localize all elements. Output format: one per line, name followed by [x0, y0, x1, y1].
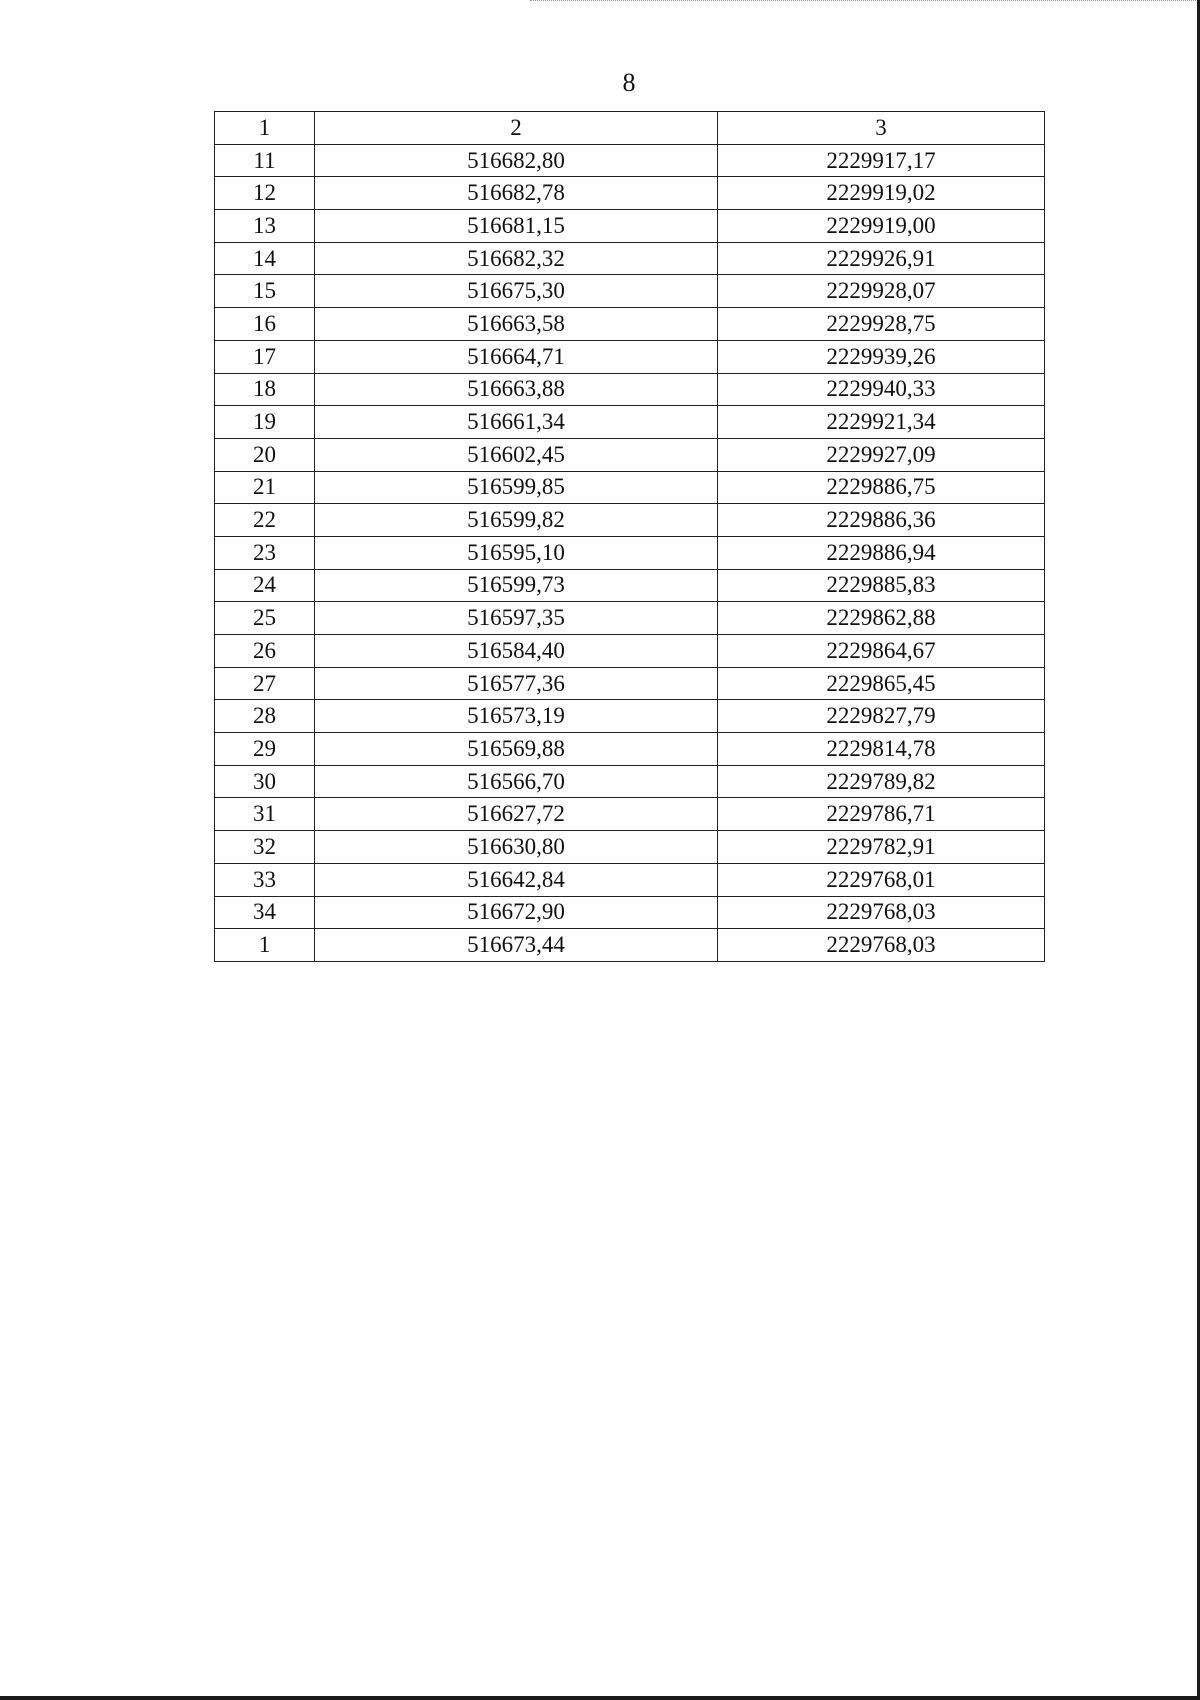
cell-x-coordinate: 516630,80 — [315, 831, 718, 864]
table-row — [215, 602, 1045, 635]
cell-point-number: 15 — [215, 275, 315, 308]
cell-y-coordinate: 2229939,26 — [718, 340, 1045, 373]
cell-point-number: 14 — [215, 242, 315, 275]
cell-point-number: 20 — [215, 438, 315, 471]
cell-point-number: 12 — [215, 177, 315, 210]
cell-y-coordinate: 2229921,34 — [718, 406, 1045, 439]
cell-x-coordinate: 516681,15 — [315, 210, 718, 243]
table-row — [215, 667, 1045, 700]
cell-point-number: 29 — [215, 733, 315, 766]
cell-point-number: 23 — [215, 536, 315, 569]
cell-point-number: 21 — [215, 471, 315, 504]
table-row — [215, 569, 1045, 602]
table-row — [215, 896, 1045, 929]
cell-x-coordinate: 516682,80 — [315, 144, 718, 177]
table-row — [215, 275, 1045, 308]
cell-y-coordinate: 2229919,00 — [718, 210, 1045, 243]
table-row — [215, 765, 1045, 798]
cell-y-coordinate: 2229782,91 — [718, 831, 1045, 864]
cell-x-coordinate: 516661,34 — [315, 406, 718, 439]
cell-x-coordinate: 516597,35 — [315, 602, 718, 635]
cell-y-coordinate: 2229886,94 — [718, 536, 1045, 569]
cell-y-coordinate: 2229768,01 — [718, 863, 1045, 896]
cell-point-number: 32 — [215, 831, 315, 864]
cell-y-coordinate: 2229885,83 — [718, 569, 1045, 602]
table-row — [215, 144, 1045, 177]
header-cell-y: 3 — [718, 112, 1045, 145]
table-row — [215, 635, 1045, 668]
cell-point-number: 33 — [215, 863, 315, 896]
table-row — [215, 210, 1045, 243]
cell-x-coordinate: 516663,58 — [315, 308, 718, 341]
page-number: 8 — [622, 68, 636, 97]
cell-y-coordinate: 2229789,82 — [718, 765, 1045, 798]
table-row — [215, 798, 1045, 831]
table-row — [215, 536, 1045, 569]
cell-x-coordinate: 516682,78 — [315, 177, 718, 210]
cell-point-number: 30 — [215, 765, 315, 798]
table-row — [215, 831, 1045, 864]
cell-point-number: 26 — [215, 635, 315, 668]
table-row — [215, 471, 1045, 504]
cell-point-number: 17 — [215, 340, 315, 373]
cell-point-number: 31 — [215, 798, 315, 831]
cell-y-coordinate: 2229786,71 — [718, 798, 1045, 831]
table-row — [215, 929, 1045, 962]
cell-y-coordinate: 2229865,45 — [718, 667, 1045, 700]
cell-point-number: 16 — [215, 308, 315, 341]
cell-y-coordinate: 2229886,75 — [718, 471, 1045, 504]
cell-x-coordinate: 516663,88 — [315, 373, 718, 406]
header-cell-x: 2 — [315, 112, 718, 145]
table-row — [215, 340, 1045, 373]
cell-x-coordinate: 516627,72 — [315, 798, 718, 831]
cell-y-coordinate: 2229928,07 — [718, 275, 1045, 308]
header-cell-point: 1 — [215, 112, 315, 145]
table-row — [215, 438, 1045, 471]
cell-y-coordinate: 2229814,78 — [718, 733, 1045, 766]
cell-point-number: 1 — [215, 929, 315, 962]
cell-x-coordinate: 516642,84 — [315, 863, 718, 896]
cell-y-coordinate: 2229917,17 — [718, 144, 1045, 177]
cell-point-number: 28 — [215, 700, 315, 733]
coordinates-table-body — [215, 112, 1045, 962]
cell-point-number: 19 — [215, 406, 315, 439]
cell-point-number: 34 — [215, 896, 315, 929]
cell-point-number: 18 — [215, 373, 315, 406]
table-row — [215, 242, 1045, 275]
table-row — [215, 177, 1045, 210]
cell-x-coordinate: 516599,73 — [315, 569, 718, 602]
cell-y-coordinate: 2229862,88 — [718, 602, 1045, 635]
cell-point-number: 24 — [215, 569, 315, 602]
cell-y-coordinate: 2229926,91 — [718, 242, 1045, 275]
cell-y-coordinate: 2229768,03 — [718, 896, 1045, 929]
cell-x-coordinate: 516573,19 — [315, 700, 718, 733]
cell-point-number: 22 — [215, 504, 315, 537]
table-row — [215, 733, 1045, 766]
table-row — [215, 504, 1045, 537]
table-row — [215, 308, 1045, 341]
cell-x-coordinate: 516584,40 — [315, 635, 718, 668]
table-row — [215, 700, 1045, 733]
cell-point-number: 11 — [215, 144, 315, 177]
table-row — [215, 406, 1045, 439]
cell-x-coordinate: 516664,71 — [315, 340, 718, 373]
cell-x-coordinate: 516569,88 — [315, 733, 718, 766]
scan-edge-top — [530, 0, 1200, 1]
cell-point-number: 25 — [215, 602, 315, 635]
cell-x-coordinate: 516599,82 — [315, 504, 718, 537]
cell-y-coordinate: 2229886,36 — [718, 504, 1045, 537]
cell-x-coordinate: 516682,32 — [315, 242, 718, 275]
cell-x-coordinate: 516577,36 — [315, 667, 718, 700]
cell-point-number: 27 — [215, 667, 315, 700]
cell-y-coordinate: 2229927,09 — [718, 438, 1045, 471]
cell-y-coordinate: 2229864,67 — [718, 635, 1045, 668]
coordinates-table — [214, 111, 1045, 962]
cell-y-coordinate: 2229827,79 — [718, 700, 1045, 733]
cell-x-coordinate: 516602,45 — [315, 438, 718, 471]
cell-x-coordinate: 516675,30 — [315, 275, 718, 308]
scan-edge-bottom — [0, 1696, 1200, 1700]
cell-point-number: 13 — [215, 210, 315, 243]
cell-y-coordinate: 2229928,75 — [718, 308, 1045, 341]
cell-x-coordinate: 516599,85 — [315, 471, 718, 504]
table-row — [215, 373, 1045, 406]
cell-y-coordinate: 2229768,03 — [718, 929, 1045, 962]
cell-y-coordinate: 2229940,33 — [718, 373, 1045, 406]
cell-x-coordinate: 516672,90 — [315, 896, 718, 929]
cell-x-coordinate: 516673,44 — [315, 929, 718, 962]
table-header-row — [215, 112, 1045, 145]
cell-y-coordinate: 2229919,02 — [718, 177, 1045, 210]
table-row — [215, 863, 1045, 896]
cell-x-coordinate: 516566,70 — [315, 765, 718, 798]
cell-x-coordinate: 516595,10 — [315, 536, 718, 569]
